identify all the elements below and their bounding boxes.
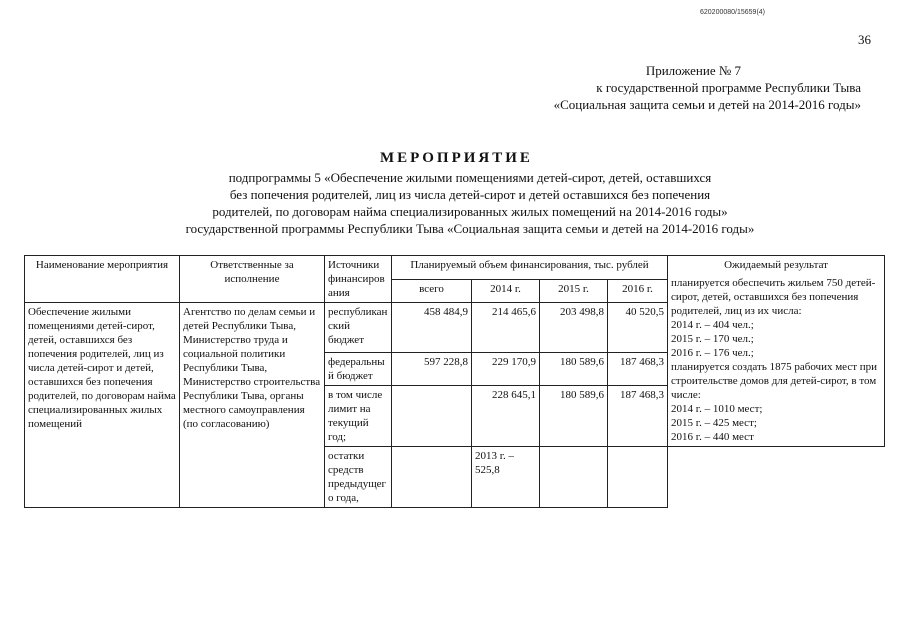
header-total: всего <box>392 279 472 303</box>
source-cell: республиканский бюджет <box>325 303 392 353</box>
header-planned: Планируемый объем финансирования, тыс. рублей <box>392 256 668 280</box>
source-cell: остатки средств предыдущего года, <box>325 447 392 508</box>
result-cell <box>668 256 885 447</box>
header-name: Наименование мероприятия <box>25 256 180 303</box>
result-text: планируется обеспечить жильем 750 детей-сирот, детей, оставшихся без попечения родителей, лиц из их числа: 2014 г. – 404 чел.; 2015 г. – 170 чел.; 2016 г. – 176 чел.; планируется создать 1875 рабочих мест при строительстве домов для детей-сирот, в том числе: 2014 г. – 1010 мест; 2015 г. – 425 мест; 2016 г. – 440 мест <box>671 277 878 443</box>
financing-table <box>24 255 885 508</box>
document-id: 620200080/15659(4) <box>700 9 766 16</box>
y2014-cell: 229 170,9 <box>472 353 540 386</box>
subtitle-block <box>40 169 900 237</box>
y2015-cell: 203 498,8 <box>540 303 608 353</box>
header-sources: Источники финансирования <box>325 256 392 303</box>
y2014-cell: 214 465,6 <box>472 303 540 353</box>
activity-name: Обеспечение жилыми помещениями детей-сирот, детей, оставшихся без попечения родителей, лиц из числа детей-сирот и детей, оставшихся без попечения родителей, по договорам найма специализированных жилых помещений <box>25 303 180 508</box>
appendix-line-2: к государственной программе Республики Тыва <box>596 80 861 95</box>
total-cell: 458 484,9 <box>392 303 472 353</box>
page-heading: МЕРОПРИЯТИЕ <box>380 150 533 166</box>
header-2015: 2015 г. <box>540 279 608 303</box>
y2015-cell <box>540 447 608 508</box>
total-cell <box>392 447 472 508</box>
source-cell: в том числе лимит на текущий год; <box>325 386 392 447</box>
subtitle-line-4: государственной программы Республики Тыва «Социальная защита семьи и детей на 2014-2016 годы» <box>185 221 755 236</box>
appendix-line-3: «Социальная защита семьи и детей на 2014-2016 годы» <box>553 97 861 112</box>
y2015-cell: 180 589,6 <box>540 386 608 447</box>
total-cell <box>392 386 472 447</box>
header-responsible: Ответственные за исполнение <box>180 256 325 303</box>
subtitle-line-2: без попечения родителей, лиц из числа детей-сирот и детей оставшихся без попечения <box>229 187 711 202</box>
appendix-line-1: Приложение № 7 <box>645 63 741 78</box>
page-number: 36 <box>858 32 871 47</box>
y2014-cell: 228 645,1 <box>472 386 540 447</box>
header-result: Ожидаемый результат <box>724 259 828 271</box>
subtitle-line-3: родителей, по договорам найма специализированных жилых помещений на 2014-2016 годы» <box>212 204 728 219</box>
y2016-cell <box>608 447 668 508</box>
y2016-cell: 40 520,5 <box>608 303 668 353</box>
total-cell: 597 228,8 <box>392 353 472 386</box>
responsible-cell: Агентство по делам семьи и детей Республики Тыва, Министерство труда и социальной политики Республики Тыва, Министерство строительства Республики Тыва, органы местного самоуправления (по согласованию) <box>180 303 325 508</box>
appendix-block <box>401 62 861 113</box>
header-2014: 2014 г. <box>472 279 540 303</box>
subtitle-line-1: подпрограммы 5 «Обеспечение жилыми помещениями детей-сирот, детей, оставшихся <box>228 170 712 185</box>
header-2016: 2016 г. <box>608 279 668 303</box>
y2016-cell: 187 468,3 <box>608 353 668 386</box>
y2014-cell: 2013 г. – 525,8 <box>472 447 540 508</box>
y2016-cell: 187 468,3 <box>608 386 668 447</box>
y2015-cell: 180 589,6 <box>540 353 608 386</box>
source-cell: федеральный бюджет <box>325 353 392 386</box>
